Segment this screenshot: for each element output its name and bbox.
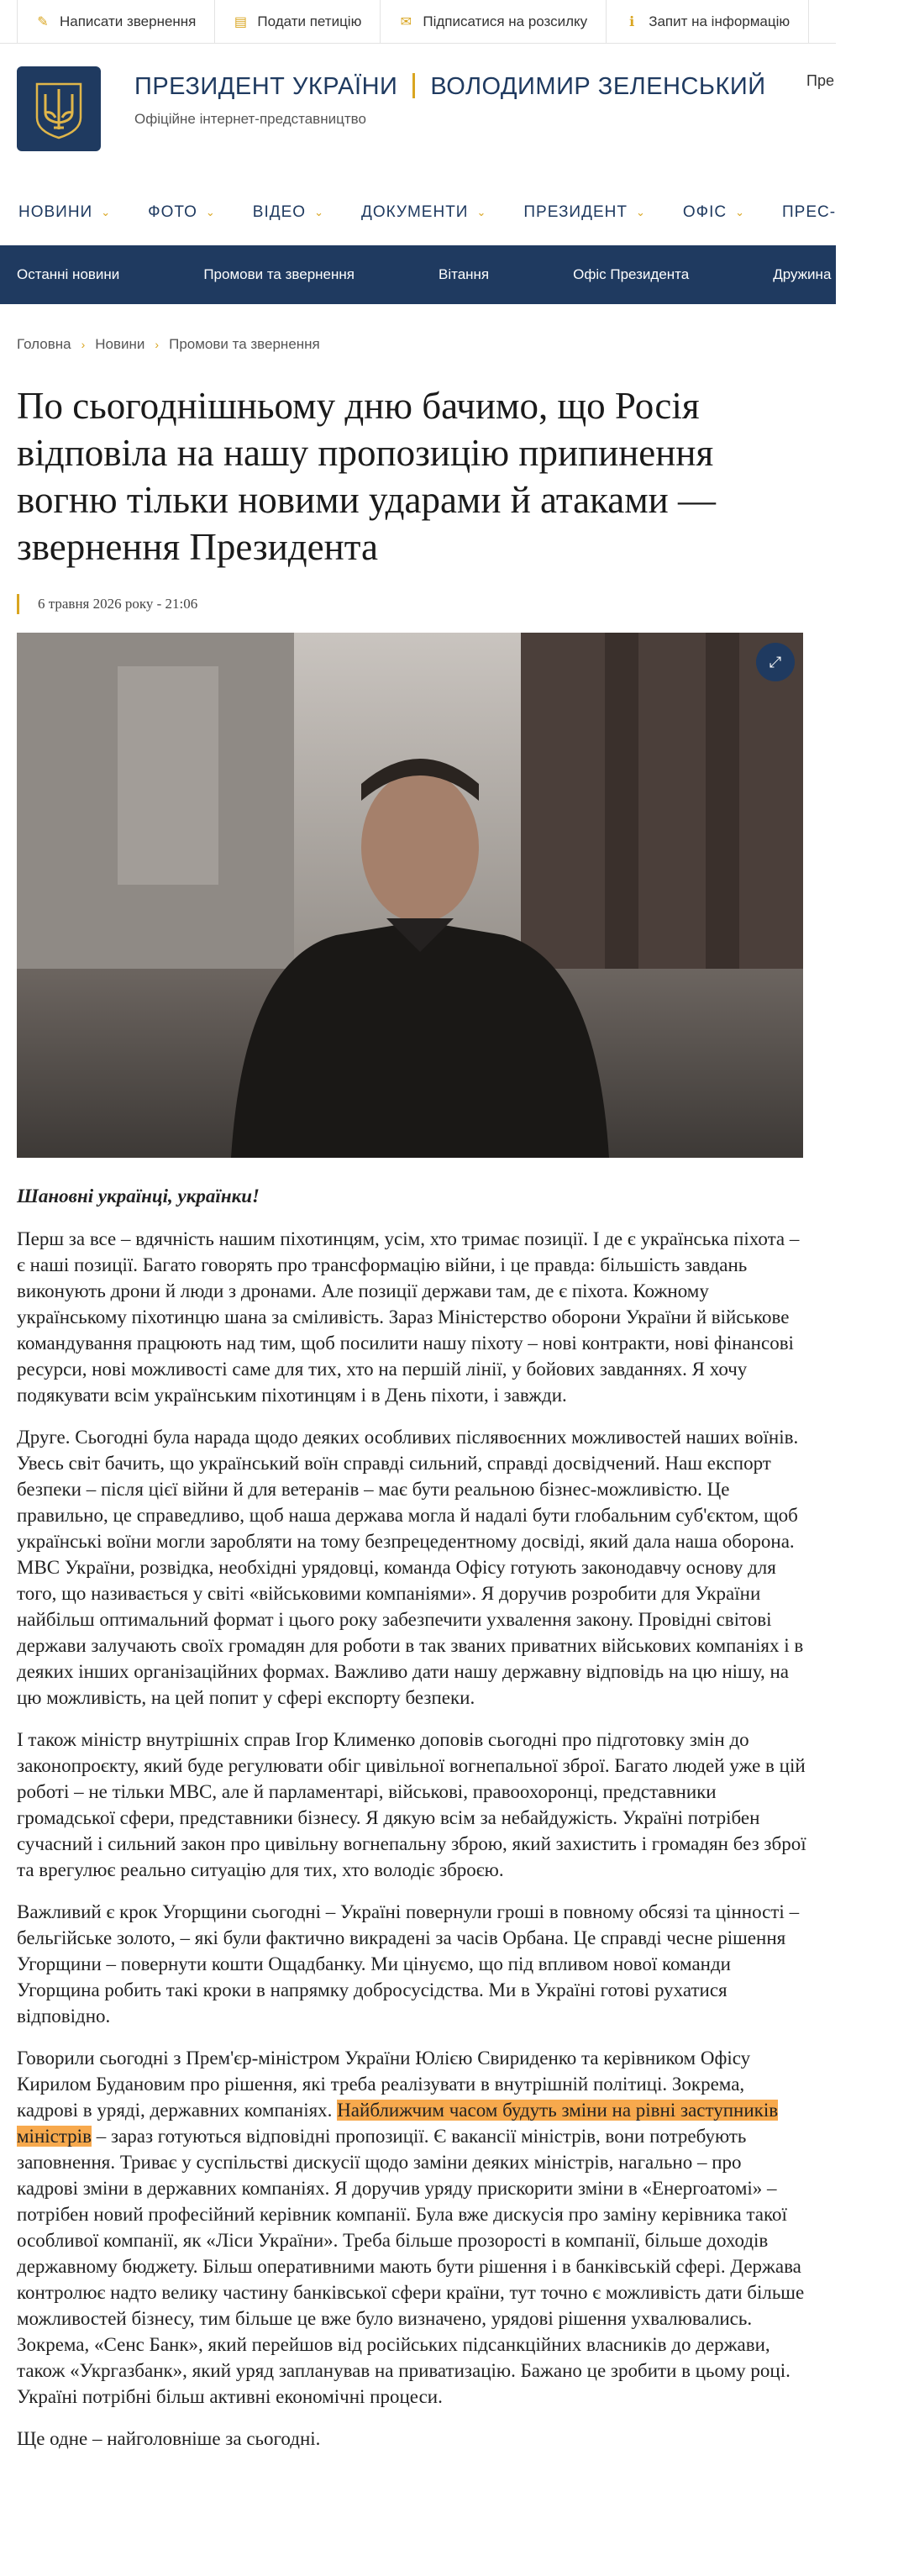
article-photo[interactable] bbox=[17, 633, 803, 1158]
header-right-cut-text[interactable]: Пре bbox=[806, 72, 834, 89]
subnav-first-lady[interactable]: Дружина Президента bbox=[773, 266, 914, 282]
subnav-speeches[interactable]: Промови та звернення bbox=[203, 266, 355, 282]
subscribe-label: Підписатися на розсилку bbox=[423, 13, 588, 29]
article-paragraph bbox=[17, 2045, 806, 2410]
nav-office[interactable] bbox=[683, 203, 745, 222]
nav-news[interactable] bbox=[18, 203, 111, 222]
site-subtitle: Офіційне інтернет-представництво bbox=[134, 111, 366, 127]
nav-office-label: ОФІС bbox=[682, 203, 728, 221]
subscribe-link[interactable] bbox=[381, 0, 607, 44]
nav-documents-label: ДОКУМЕНТИ bbox=[360, 203, 469, 221]
chevron-right-icon: › bbox=[155, 338, 160, 351]
subnav-greetings[interactable]: Вітання bbox=[438, 266, 490, 282]
breadcrumb-home[interactable]: Головна bbox=[17, 336, 71, 352]
document-icon: ▤ bbox=[234, 14, 247, 29]
nav-press-label: ПРЕС- bbox=[782, 203, 837, 221]
highlighted-text: Найближчим часом будуть зміни на рівні заступників міністрів bbox=[17, 2100, 779, 2147]
subnav-latest-news[interactable]: Останні новини bbox=[17, 266, 120, 282]
article-paragraph: Ще одне – найголовніше за сьогодні. bbox=[17, 2428, 321, 2449]
envelope-icon: ✉ bbox=[400, 14, 412, 29]
submit-petition-label: Подати петицію bbox=[257, 13, 362, 29]
info-request-label: Запит на інформацію bbox=[649, 13, 791, 29]
info-icon: ℹ bbox=[629, 14, 635, 29]
nav-video[interactable] bbox=[253, 203, 324, 222]
article-paragraph: Важливий є крок Угорщини сьогодні – Україні повернули гроші в повному обсязі та цінності – бельгійське золото, – які були фактично викрадені за часів Орбана. Це справді чесне рішення Угорщини – повернути кошти Ощадбанку. Ми цінуємо, що під впливом нової команди Угорщина робить такі кроки в напрямку добросусідства. Ми в Україні готові рухатися відповідно. bbox=[17, 1901, 800, 2027]
trident-icon bbox=[34, 79, 84, 139]
title-president: ПРЕЗИДЕНТ УКРАЇНИ bbox=[134, 73, 398, 100]
chevron-down-icon: ⌄ bbox=[476, 206, 487, 218]
pencil-icon: ✎ bbox=[37, 14, 49, 29]
coat-of-arms-logo[interactable] bbox=[17, 66, 101, 151]
title-name: ВОЛОДИМИР ЗЕЛЕНСЬКИЙ bbox=[430, 73, 766, 100]
article-body bbox=[17, 1183, 806, 2452]
chevron-right-icon: › bbox=[81, 338, 86, 351]
info-request-link[interactable] bbox=[607, 0, 809, 44]
president-portrait-image bbox=[17, 633, 803, 1158]
article-paragraph: Друге. Сьогодні була нарада щодо деяких особливих післявоєнних можливостей наших воїнів. Увесь світ бачить, що український воїн справді сильний, справді досвідчений. Наш експорт безпеки – після цієї війни й для ветеранів – має бути реальною бізнес-можливістю. Це правильно, це справедливо, щоб наша держава могла й надалі бути глобальним суб'єктом, щоб українські воїни могли заробляти на тому безпрецедентному досвіді, який дала наша оборона. МВС України, розвідка, необхідні урядовці, команда Офісу готують законодавчу основу для того, що називається у світі «військовими компаніями». Я доручив розробити для України найбільш оптимальний формат і цього року забезпечити ухвалення закону. Провідні світові держави залучають своїх громадян для роботи в так званих приватних військових компаніях і в деяких інших організаційних формах. Важливо дати нашу державну відповідь на цю нішу, на цю можливість, на цей попит у сфері експорту безпеки. bbox=[17, 1427, 804, 1708]
chevron-down-icon: ⌄ bbox=[735, 206, 746, 218]
site-title[interactable] bbox=[134, 73, 766, 101]
expand-icon[interactable]: ⤢ bbox=[756, 643, 795, 681]
submit-petition-link[interactable] bbox=[215, 0, 381, 44]
nav-president[interactable] bbox=[523, 203, 646, 222]
sub-nav bbox=[0, 245, 914, 304]
article-paragraph: Перш за все – вдячність нашим піхотинцям, усім, хто тримає позиції. І де є українська піхота – є наші позиції. Багато говорять про трансформацію війни, і це правда: більшість завдань виконують дрони й люди з дронами. Але позиції держави там, де є піхота. Кожному українському піхотинцю шана за сміливість. Зараз Міністерство оборони України й військове командування працюють над тим, щоб посилити нашу піхоту – нові контракти, нові фінансові ресурси, нові можливості саме для тих, хто на першій лінії, у бойових завданнях. Я хочу подякувати всім українським піхотинцям і в День піхоти, і завжди. bbox=[17, 1228, 800, 1406]
article-greeting: Шановні українці, українки! bbox=[17, 1185, 260, 1207]
breadcrumb-news[interactable]: Новини bbox=[95, 336, 145, 352]
article-title: По сьогоднішньому дню бачимо, що Росія відповіла на нашу пропозицію припинення вогню тільки новими ударами й атаками — звернення Президента bbox=[17, 385, 717, 568]
subnav-office[interactable]: Офіс Президента bbox=[573, 266, 690, 282]
nav-press[interactable] bbox=[782, 203, 836, 222]
paragraph-text: – зараз готуються відповідні пропозиції. Є вакансії міністрів, вони потребують заповнення. Триває у суспільстві дискусії щодо заміни деяких міністрів, нагально – про кадрові зміни в державних компаніях. Я доручив уряду прискорити зміни в «Енергоатомі» – потрібен новий професійний керівник компанії. Була вже дискусія про заміну керівника такої особливої компанії, як «Ліси України». Треба більше прозорості в компанії, більше доходів державному бюджету. Більш оперативними мають бути рішення і в банківській сфері. Держава контролює надто велику частину банківської сфери країни, тут точно є можливість дати більше можливостей бізнесу, тим більше це вже було визначено, урядові рішення ухвалювались. Зокрема, «Сенс Банк», який перейшов від російських підсанкційних власників до держави, також «Укргазбанк», який уряд запланував на приватизацію. Бажано це зробити в цьому році. Україні потрібні більш активні економічні процеси. bbox=[17, 2126, 805, 2407]
breadcrumb-speeches: Промови та звернення bbox=[169, 336, 320, 352]
nav-video-label: ВІДЕО bbox=[252, 203, 307, 221]
write-appeal-link[interactable] bbox=[17, 0, 215, 44]
main-content bbox=[17, 336, 806, 2468]
nav-documents[interactable] bbox=[361, 203, 486, 222]
top-utility-bar bbox=[0, 0, 836, 44]
nav-news-label: НОВИНИ bbox=[18, 203, 93, 221]
chevron-down-icon: ⌄ bbox=[314, 206, 324, 218]
nav-president-label: ПРЕЗИДЕНТ bbox=[523, 203, 628, 221]
chevron-down-icon: ⌄ bbox=[635, 206, 646, 218]
article-date: 6 травня 2026 року - 21:06 bbox=[17, 594, 806, 614]
article-paragraph: І також міністр внутрішніх справ Ігор Клименко доповів сьогодні про підготовку змін до законопроєкту, який буде регулювати обіг цивільної вогнепальної зброї. Багато людей уже в цій роботі – не тільки МВС, але й парламентарі, військові, правоохоронці, представники громадської сфери, представники бізнесу. Я дякую всім за небайдужість. Україні потрібен сучасний і сильний закон про цивільну вогнепальну зброю, який захистить і громадян без зброї та врегулює реально ситуацію для тих, хто володіє зброєю. bbox=[17, 1729, 806, 1880]
write-appeal-label: Написати звернення bbox=[60, 13, 197, 29]
nav-photo-label: ФОТО bbox=[148, 203, 197, 221]
chevron-down-icon: ⌄ bbox=[101, 206, 112, 218]
title-separator bbox=[412, 73, 415, 98]
paragraph-text: Говорили сьогодні з Прем'єр-міністром України Юлією Свириденко та керівником Офісу Кирилом Будановим про рішення, які треба реалізувати в внутрішній політиці. Зокрема, кадрові в уряді, державних компаніях. bbox=[17, 2048, 751, 2121]
nav-photo[interactable] bbox=[148, 203, 216, 222]
chevron-down-icon: ⌄ bbox=[205, 206, 216, 218]
breadcrumb bbox=[17, 336, 806, 353]
main-nav bbox=[0, 187, 836, 239]
